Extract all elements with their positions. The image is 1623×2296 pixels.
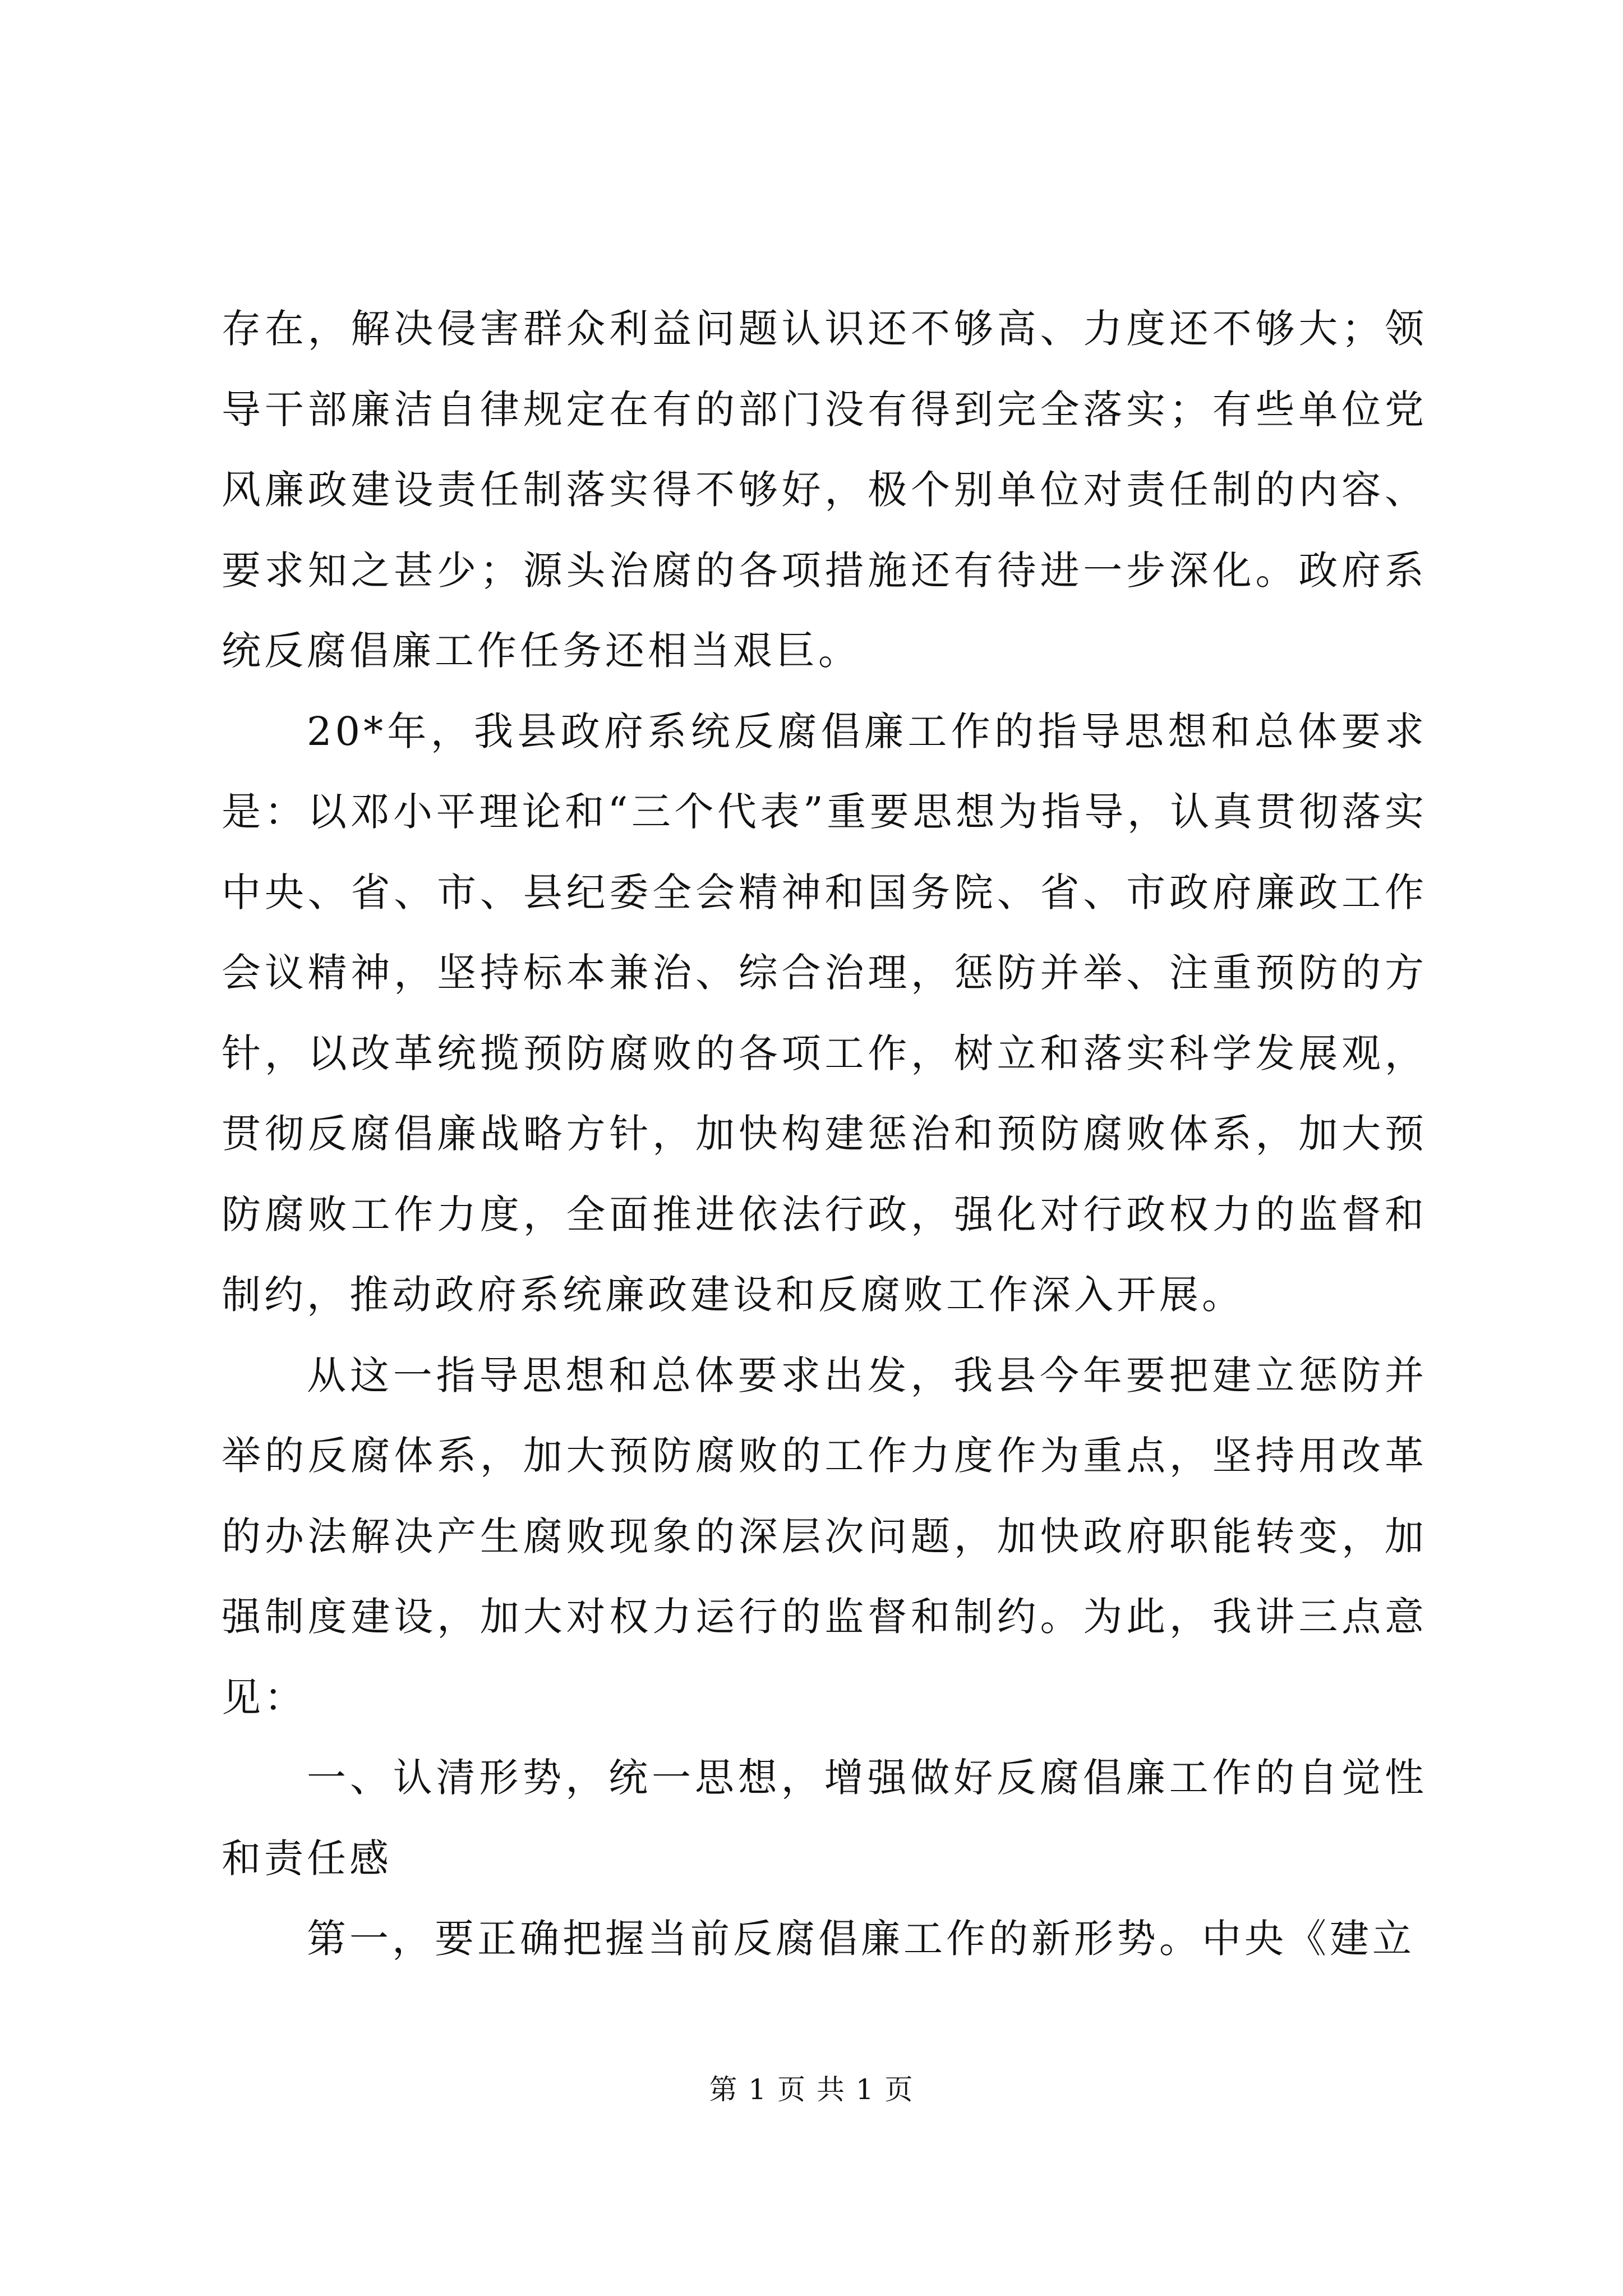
section-heading-one: 一、认清形势，统一思想，增强做好反腐倡廉工作的自觉性和责任感 bbox=[222, 1755, 1427, 1881]
paragraph-guiding-ideology: 20*年，我县政府系统反腐倡廉工作的指导思想和总体要求是：以邓小平理论和“三个代表”重要思想为指导，认真贯彻落实中央、省、市、县纪委全会精神和国务院、省、市政府廉政工作会议精神，坚持标本兼治、综合治理，惩防并举、注重预防的方针，以改革统揽预防腐败的各项工作，树立和落实科学发展观，贯彻反腐倡廉战略方针，加快构建惩治和预防腐败体系，加大预防腐败工作力度，全面推进依法行政，强化对行政权力的监督和制约，推动政府系统廉政建设和反腐败工作深入开展。 bbox=[222, 708, 1427, 1318]
paragraph-key-points: 从这一指导思想和总体要求出发，我县今年要把建立惩防并举的反腐体系，加大预防腐败的工作力度作为重点，坚持用改革的办法解决产生腐败现象的深层次问题，加快政府职能转变，加强制度建设，加大对权力运行的监督和制约。为此，我讲三点意见： bbox=[222, 1352, 1427, 1720]
document-body bbox=[222, 289, 1427, 1980]
paragraph-continuation: 存在，解决侵害群众利益问题认识还不够高、力度还不够大；领导干部廉洁自律规定在有的部门没有得到完全落实；有些单位党风廉政建设责任制落实得不够好，极个别单位对责任制的内容、要求知之甚少；源头治腐的各项措施还有待进一步深化。政府系统反腐倡廉工作任务还相当艰巨。 bbox=[222, 306, 1427, 674]
page-footer: 第 1 页 共 1 页 bbox=[709, 2073, 914, 2106]
paragraph-first-point: 第一，要正确把握当前反腐倡廉工作的新形势。中央《建立 bbox=[307, 1916, 1415, 1962]
